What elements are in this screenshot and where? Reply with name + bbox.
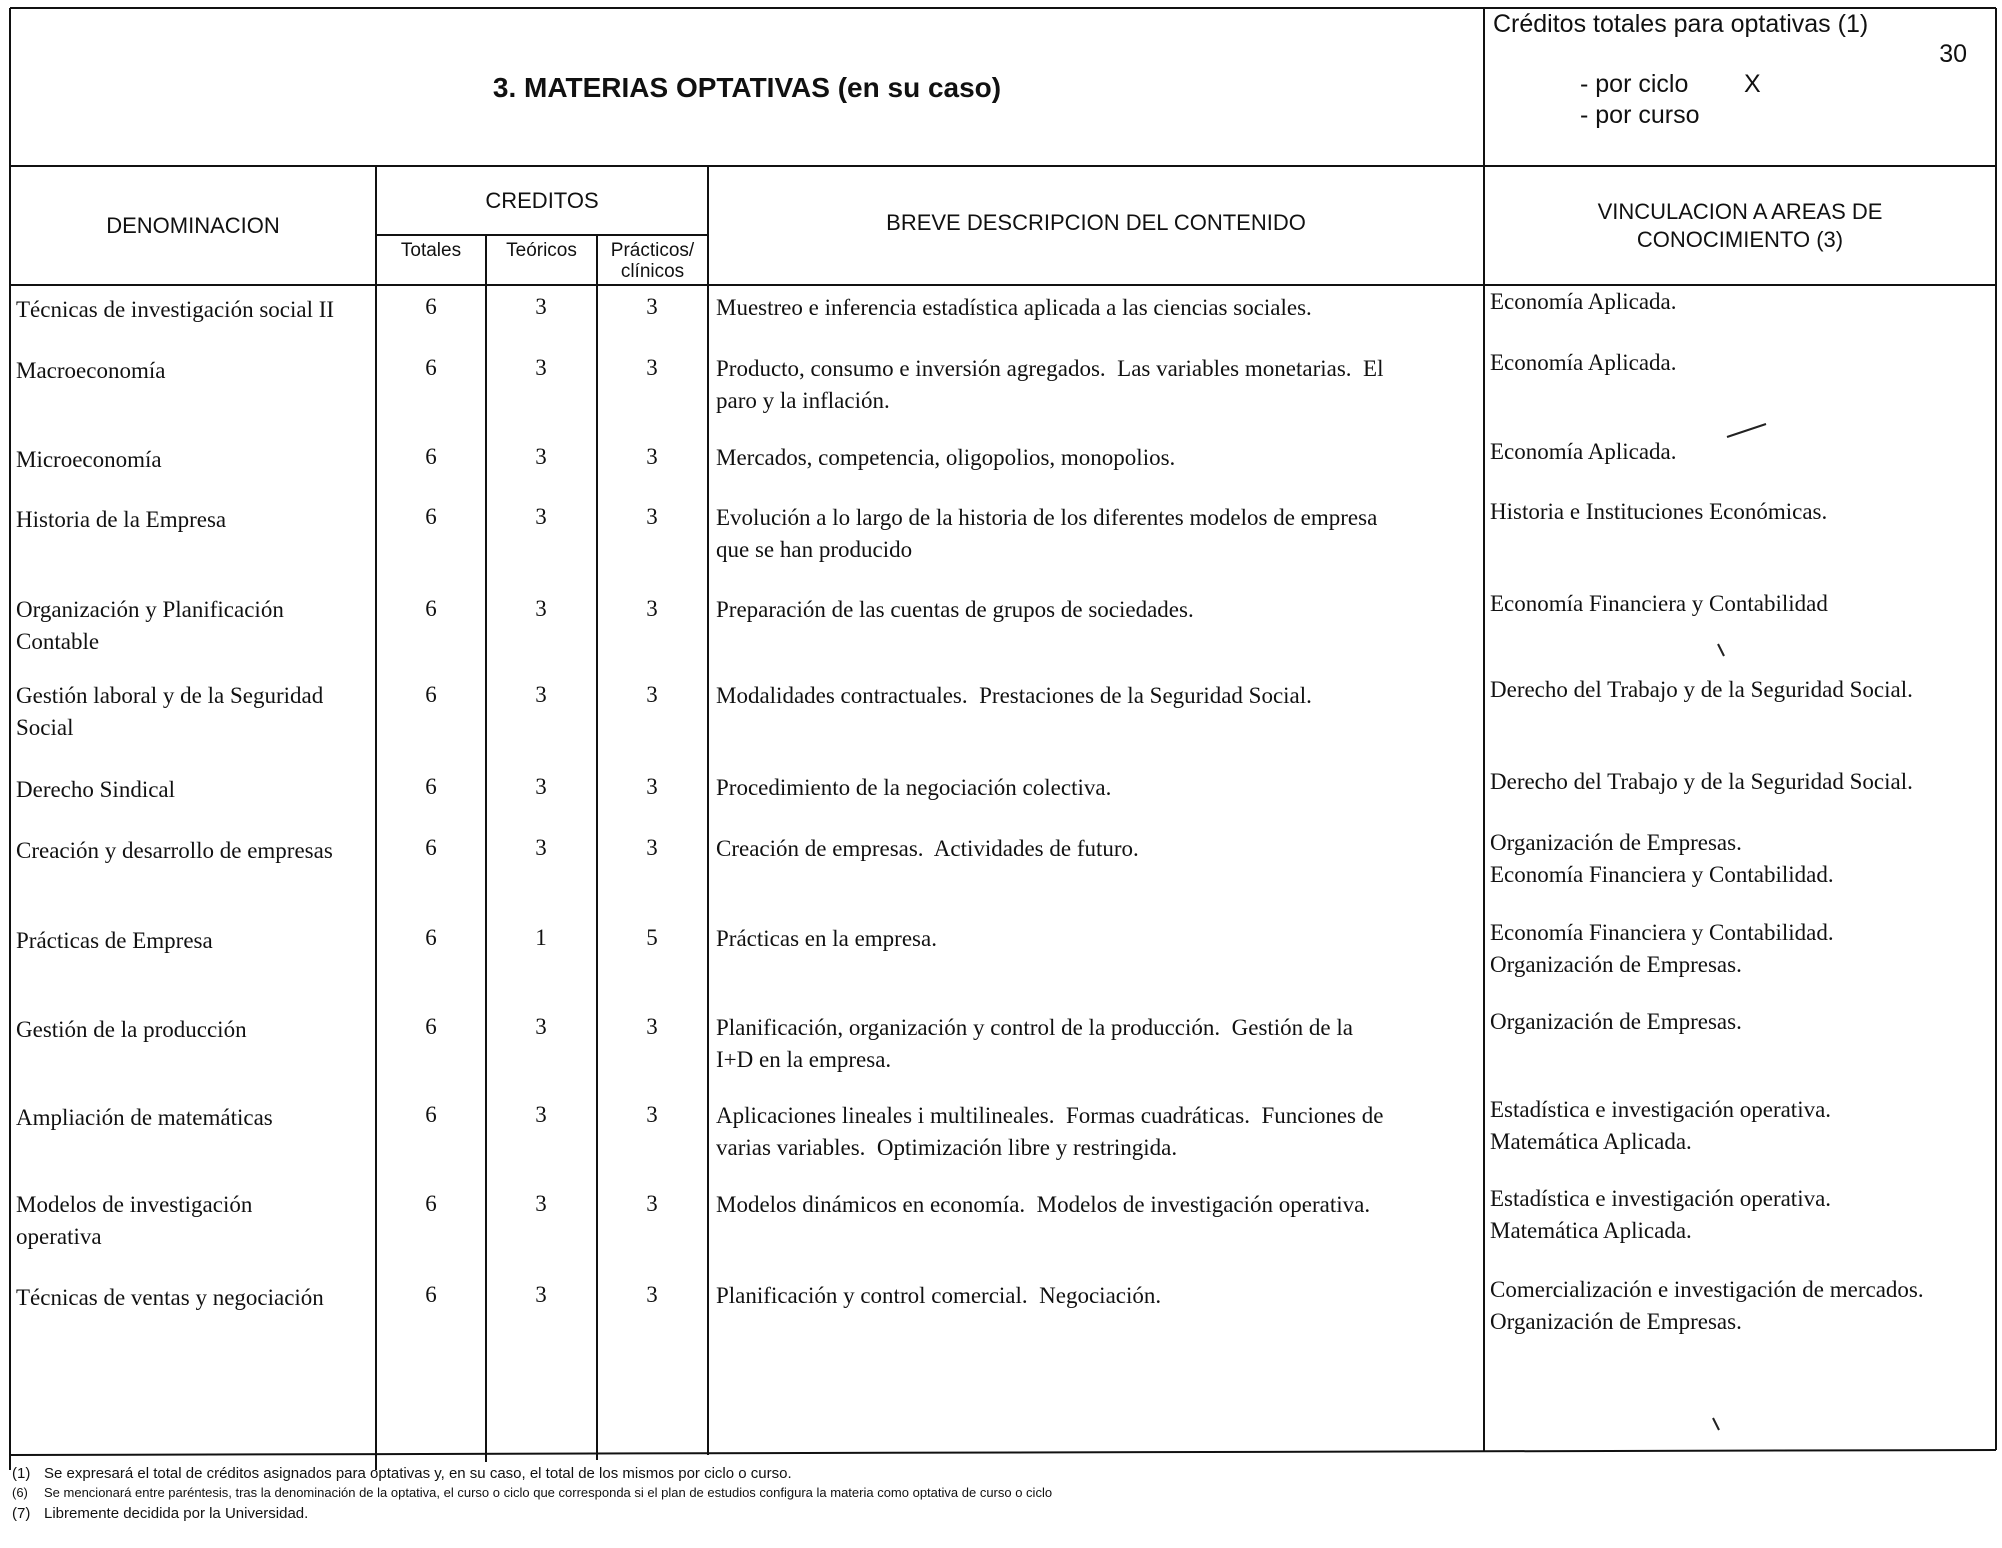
content-description-line: paro y la inflación. bbox=[716, 388, 890, 413]
subject-name bbox=[16, 925, 368, 957]
subject-name-line: Microeconomía bbox=[16, 447, 162, 472]
credits-practicos: 3 bbox=[646, 1014, 658, 1039]
credits-practicos: 3 bbox=[646, 1282, 658, 1307]
content-description bbox=[716, 1100, 1480, 1164]
column-header-practicos-line1: Prácticos/ bbox=[610, 240, 695, 261]
subject-name-line: Ampliación de matemáticas bbox=[16, 1105, 273, 1130]
content-description-line: Planificación, organización y control de la producción. Gestión de la bbox=[716, 1015, 1353, 1040]
subject-name-line: Técnicas de investigación social II bbox=[16, 297, 335, 322]
credits-totales: 6 bbox=[425, 1014, 437, 1039]
knowledge-area-line: Matemática Aplicada. bbox=[1490, 1129, 1692, 1154]
credits-practicos: 3 bbox=[646, 1191, 658, 1216]
column-header-practicos-line2: clínicos bbox=[620, 261, 685, 282]
knowledge-area-line: Organización de Empresas. bbox=[1490, 830, 1742, 855]
knowledge-area-line: Economía Financiera y Contabilidad. bbox=[1490, 920, 1834, 945]
content-description bbox=[716, 353, 1480, 417]
credits-label: Créditos totales para optativas (1) bbox=[1493, 10, 1869, 38]
knowledge-area-line: Economía Aplicada. bbox=[1490, 439, 1677, 464]
content-description bbox=[716, 502, 1480, 566]
knowledge-area bbox=[1490, 1274, 1994, 1338]
credits-totales: 6 bbox=[425, 1191, 437, 1216]
column-header-vinculacion-line1: VINCULACION A AREAS DE bbox=[1597, 199, 1883, 224]
knowledge-area bbox=[1490, 674, 1994, 706]
credits-totales: 6 bbox=[425, 444, 437, 469]
knowledge-area-line: Organización de Empresas. bbox=[1490, 952, 1742, 977]
knowledge-area-line: Economía Financiera y Contabilidad bbox=[1490, 591, 1828, 616]
subject-name bbox=[16, 835, 368, 867]
credits-practicos: 3 bbox=[646, 682, 658, 707]
column-header-descripcion: BREVE DESCRIPCION DEL CONTENIDO bbox=[886, 210, 1306, 235]
subject-name bbox=[16, 1282, 368, 1314]
per-course-label: - por curso bbox=[1580, 101, 1700, 129]
knowledge-area-line: Estadística e investigación operativa. bbox=[1490, 1186, 1832, 1211]
credits-teoricos: 3 bbox=[535, 294, 547, 319]
footnote-key: (7) bbox=[12, 1505, 31, 1522]
footnote bbox=[12, 1465, 792, 1482]
content-description-line: Modalidades contractuales. Prestaciones de la Seguridad Social. bbox=[716, 683, 1312, 708]
content-description-line: que se han producido bbox=[716, 537, 913, 562]
subject-name bbox=[16, 1014, 368, 1046]
knowledge-area bbox=[1490, 436, 1994, 468]
knowledge-area bbox=[1490, 1183, 1994, 1247]
credits-totales: 6 bbox=[425, 774, 437, 799]
subject-name bbox=[16, 294, 368, 326]
subject-name bbox=[16, 355, 368, 387]
knowledge-area bbox=[1490, 917, 1994, 981]
subject-name bbox=[16, 504, 368, 536]
subject-name-line: Creación y desarrollo de empresas bbox=[16, 838, 333, 863]
content-description-line: Procedimiento de la negociación colectiva. bbox=[716, 775, 1112, 800]
column-header-denominacion: DENOMINACION bbox=[106, 213, 280, 238]
content-description-line: Modelos dinámicos en economía. Modelos de investigación operativa. bbox=[716, 1192, 1371, 1217]
subject-name bbox=[16, 594, 368, 658]
column-header-creditos: CREDITOS bbox=[485, 188, 599, 213]
subject-name-line: Historia de la Empresa bbox=[16, 507, 227, 532]
content-description-line: Mercados, competencia, oligopolios, monopolios. bbox=[716, 445, 1176, 470]
knowledge-area bbox=[1490, 1006, 1994, 1038]
knowledge-area-line: Organización de Empresas. bbox=[1490, 1309, 1742, 1334]
knowledge-area bbox=[1490, 347, 1994, 379]
subject-name-line: Gestión de la producción bbox=[16, 1017, 247, 1042]
credits-totales: 6 bbox=[425, 1282, 437, 1307]
content-description bbox=[716, 1280, 1480, 1312]
credits-totales: 6 bbox=[425, 1102, 437, 1127]
content-description-line: Preparación de las cuentas de grupos de sociedades. bbox=[716, 597, 1194, 622]
content-description-line: Muestreo e inferencia estadística aplicada a las ciencias sociales. bbox=[716, 295, 1312, 320]
subject-name-line: Contable bbox=[16, 629, 100, 654]
subject-name bbox=[16, 774, 368, 806]
credits-teoricos: 3 bbox=[535, 1191, 547, 1216]
credits-teoricos: 3 bbox=[535, 1282, 547, 1307]
credits-teoricos: 3 bbox=[535, 355, 547, 380]
content-description-line: I+D en la empresa. bbox=[716, 1047, 892, 1072]
subject-name-line: Gestión laboral y de la Seguridad bbox=[16, 683, 324, 708]
content-description bbox=[716, 1189, 1480, 1221]
credits-teoricos: 3 bbox=[535, 1014, 547, 1039]
subject-name bbox=[16, 1189, 368, 1253]
knowledge-area bbox=[1490, 496, 1994, 528]
page-title: 3. MATERIAS OPTATIVAS (en su caso) bbox=[492, 71, 1002, 103]
content-description-line: varias variables. Optimización libre y restringida. bbox=[716, 1135, 1178, 1160]
credits-teoricos: 1 bbox=[535, 925, 547, 950]
credits-teoricos: 3 bbox=[535, 682, 547, 707]
content-description bbox=[716, 594, 1480, 626]
credits-practicos: 5 bbox=[646, 925, 658, 950]
credits-practicos: 3 bbox=[646, 444, 658, 469]
knowledge-area-line: Matemática Aplicada. bbox=[1490, 1218, 1692, 1243]
credits-totales: 6 bbox=[425, 925, 437, 950]
credits-value: 30 bbox=[1939, 40, 1967, 68]
footnote bbox=[12, 1505, 308, 1522]
footnote-text: Se expresará el total de créditos asignados para optativas y, en su caso, el total de los mismos por ciclo o curso. bbox=[44, 1465, 792, 1482]
footnote-text: Libremente decidida por la Universidad. bbox=[44, 1505, 309, 1522]
column-header-totales: Totales bbox=[400, 240, 462, 261]
credits-practicos: 3 bbox=[646, 355, 658, 380]
credits-summary-box bbox=[1487, 10, 1995, 165]
subject-name bbox=[16, 680, 368, 744]
credits-teoricos: 3 bbox=[535, 596, 547, 621]
credits-totales: 6 bbox=[425, 355, 437, 380]
knowledge-area bbox=[1490, 286, 1994, 318]
content-description bbox=[716, 923, 1480, 955]
credits-practicos: 3 bbox=[646, 774, 658, 799]
footnote bbox=[12, 1485, 1052, 1500]
knowledge-area bbox=[1490, 766, 1994, 798]
subject-name-line: Modelos de investigación bbox=[16, 1192, 253, 1217]
credits-teoricos: 3 bbox=[535, 774, 547, 799]
knowledge-area-line: Derecho del Trabajo y de la Seguridad Social. bbox=[1490, 677, 1913, 702]
content-description bbox=[716, 772, 1480, 804]
credits-practicos: 3 bbox=[646, 294, 658, 319]
subject-name bbox=[16, 444, 368, 476]
knowledge-area bbox=[1490, 588, 1994, 620]
content-description bbox=[716, 442, 1480, 474]
content-description-line: Planificación y control comercial. Negociación. bbox=[716, 1283, 1162, 1308]
credits-totales: 6 bbox=[425, 835, 437, 860]
credits-teoricos: 3 bbox=[535, 504, 547, 529]
knowledge-area-line: Historia e Instituciones Económicas. bbox=[1490, 499, 1828, 524]
knowledge-area-line: Economía Aplicada. bbox=[1490, 350, 1677, 375]
content-description bbox=[716, 833, 1480, 865]
knowledge-area-line: Economía Aplicada. bbox=[1490, 289, 1677, 314]
content-description-line: Aplicaciones lineales i multilineales. Formas cuadráticas. Funciones de bbox=[716, 1103, 1384, 1128]
knowledge-area-line: Economía Financiera y Contabilidad. bbox=[1490, 862, 1834, 887]
subject-name bbox=[16, 1102, 368, 1134]
column-header-vinculacion bbox=[1484, 198, 1996, 254]
pen-mark bbox=[1713, 1418, 1719, 1430]
credits-teoricos: 3 bbox=[535, 1102, 547, 1127]
credits-teoricos: 3 bbox=[535, 835, 547, 860]
column-header-practicos bbox=[597, 240, 708, 282]
per-cycle-mark: X bbox=[1744, 70, 1761, 98]
subject-name-line: Derecho Sindical bbox=[16, 777, 176, 802]
subject-name-line: Técnicas de ventas y negociación bbox=[16, 1285, 324, 1310]
credits-practicos: 3 bbox=[646, 1102, 658, 1127]
subject-name-line: operativa bbox=[16, 1224, 102, 1249]
content-description-line: Prácticas en la empresa. bbox=[716, 926, 937, 951]
footnote-key: (6) bbox=[12, 1485, 28, 1500]
pen-mark bbox=[1718, 644, 1724, 656]
credits-practicos: 3 bbox=[646, 835, 658, 860]
knowledge-area bbox=[1490, 827, 1994, 891]
credits-totales: 6 bbox=[425, 682, 437, 707]
credits-teoricos: 3 bbox=[535, 444, 547, 469]
knowledge-area-line: Organización de Empresas. bbox=[1490, 1009, 1742, 1034]
credits-practicos: 3 bbox=[646, 596, 658, 621]
credits-totales: 6 bbox=[425, 294, 437, 319]
per-cycle-label: - por ciclo bbox=[1580, 70, 1689, 98]
subject-name-line: Social bbox=[16, 715, 74, 740]
subject-name-line: Macroeconomía bbox=[16, 358, 166, 383]
subject-name-line: Prácticas de Empresa bbox=[16, 928, 213, 953]
knowledge-area-line: Comercialización e investigación de mercados. bbox=[1490, 1277, 1924, 1302]
content-description-line: Producto, consumo e inversión agregados. Las variables monetarias. El bbox=[716, 356, 1384, 381]
content-description bbox=[716, 1012, 1480, 1076]
content-description bbox=[716, 680, 1480, 712]
content-description-line: Creación de empresas. Actividades de futuro. bbox=[716, 836, 1139, 861]
column-header-vinculacion-line2: CONOCIMIENTO (3) bbox=[1636, 227, 1844, 252]
knowledge-area-line: Estadística e investigación operativa. bbox=[1490, 1097, 1832, 1122]
credits-practicos: 3 bbox=[646, 504, 658, 529]
knowledge-area bbox=[1490, 1094, 1994, 1158]
credits-totales: 6 bbox=[425, 504, 437, 529]
column-header-teoricos: Teóricos bbox=[506, 240, 577, 261]
footnote-text: Se mencionará entre paréntesis, tras la denominación de la optativa, el curso o ciclo que corresponda si el plan de estudios configura la materia como optativa de curso o ciclo bbox=[44, 1485, 1053, 1500]
footnote-key: (1) bbox=[12, 1465, 31, 1482]
content-description-line: Evolución a lo largo de la historia de los diferentes modelos de empresa bbox=[716, 505, 1378, 530]
credits-totales: 6 bbox=[425, 596, 437, 621]
subject-name-line: Organización y Planificación bbox=[16, 597, 284, 622]
knowledge-area-line: Derecho del Trabajo y de la Seguridad Social. bbox=[1490, 769, 1913, 794]
content-description bbox=[716, 292, 1480, 324]
